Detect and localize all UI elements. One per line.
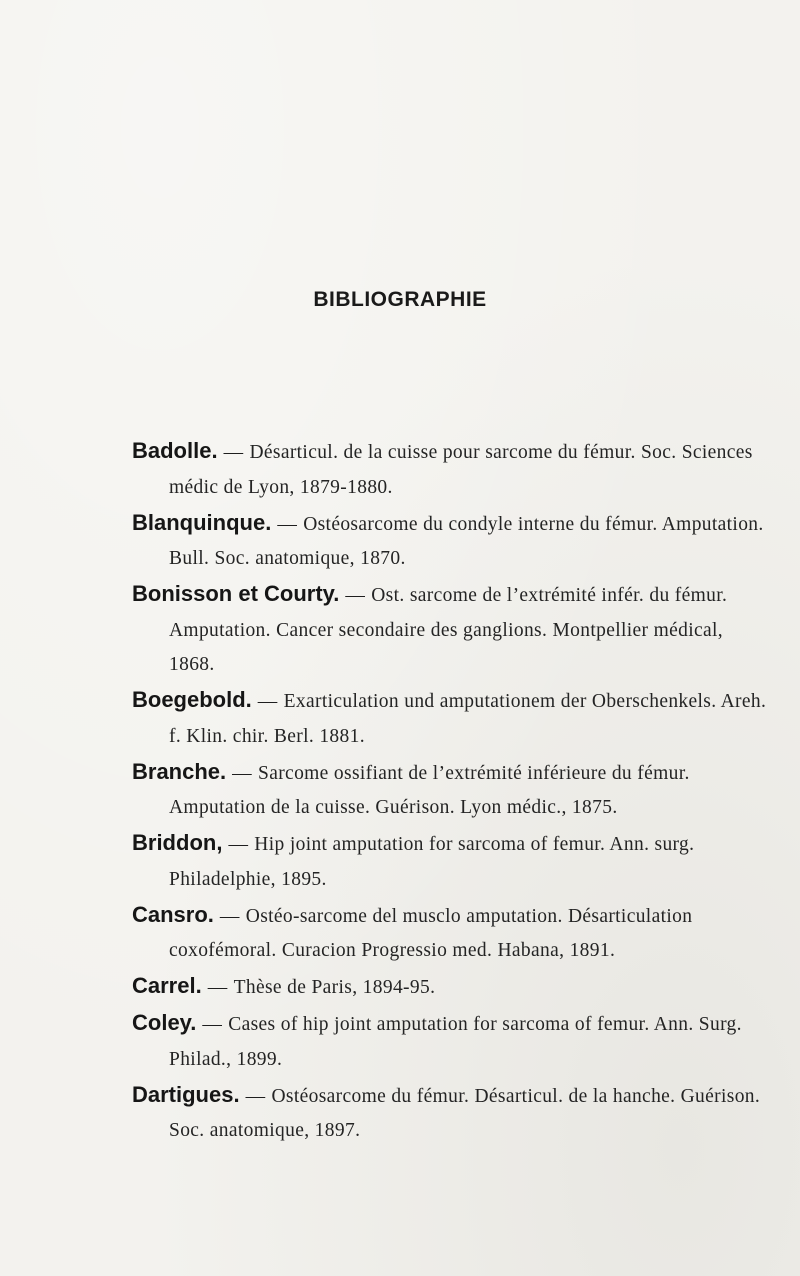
entry-text: Cases of hip joint amputation for sarcoma of femur. Ann. Surg. Philad., 1899. — [169, 1014, 742, 1070]
entry-separator: — — [245, 1085, 266, 1107]
bibliography-entry — [132, 826, 772, 897]
entry-text: Désarticul. de la cuisse pour sarcome du fémur. Soc. Sciences médic de Lyon, 1879-1880. — [169, 442, 753, 498]
entry-separator: — — [223, 442, 244, 463]
entry-author: Carrel. — [132, 973, 202, 998]
entry-author: Boegebold. — [132, 687, 252, 712]
bibliography-entry — [132, 683, 772, 754]
entry-text: Exarticulation und amputationem der Oberschenkels. Areh. f. Klin. chir. Berl. 1881. — [169, 691, 767, 747]
entry-text: Ost. sarcome de l’extrémité infér. du fémur. Amputation. Cancer secondaire des ganglions. Montpellier médical, 1868. — [169, 585, 728, 675]
entry-author: Dartigues. — [132, 1081, 240, 1107]
entry-separator: — — [219, 905, 240, 927]
entry-text: Hip joint amputation for sarcoma of femur. Ann. surg. Philadelphie, 1895. — [169, 834, 695, 890]
entry-text: Thèse de Paris, 1894-95. — [233, 977, 436, 998]
entry-author: Cansro. — [132, 901, 214, 927]
entry-separator: — — [257, 691, 278, 712]
bibliography-entry — [132, 969, 772, 1006]
bibliography-entry — [132, 1078, 772, 1149]
bibliography-entry — [132, 898, 772, 969]
entry-separator: — — [207, 977, 228, 998]
entry-author: Briddon, — [132, 830, 223, 855]
entry-text: Ostéosarcome du condyle interne du fémur. Amputation. Bull. Soc. anatomique, 1870. — [169, 513, 764, 569]
bibliography-entry — [132, 506, 772, 577]
entry-text: Ostéo-sarcome del musclo amputation. Désarticulation coxofémoral. Curacion Progressio med. Habana, 1891. — [169, 905, 693, 961]
entry-separator: — — [202, 1014, 223, 1035]
entry-author: Coley. — [132, 1010, 197, 1035]
entry-separator: — — [277, 513, 298, 535]
bibliography-entry — [132, 577, 772, 683]
bibliography-entry — [132, 1006, 772, 1077]
entry-author: Badolle. — [132, 438, 218, 463]
entry-author: Blanquinque. — [132, 509, 272, 535]
entry-separator: — — [232, 762, 253, 784]
entry-separator: — — [345, 585, 366, 606]
entry-text: Sarcome ossifiant de l’extrémité inférieure du fémur. Amputation de la cuisse. Guérison. Lyon médic., 1875. — [169, 762, 690, 818]
entry-text: Ostéosarcome du fémur. Désarticul. de la hanche. Guérison. Soc. anatomique, 1897. — [169, 1085, 761, 1141]
entry-separator: — — [228, 834, 249, 855]
entry-author: Branche. — [132, 758, 227, 784]
bibliography-entry — [132, 434, 772, 505]
bibliography-entry — [132, 755, 772, 826]
entry-author: Bonisson et Courty. — [132, 581, 340, 606]
page-title: BIBLIOGRAPHIE — [313, 288, 487, 311]
bibliography-list — [132, 434, 772, 1149]
